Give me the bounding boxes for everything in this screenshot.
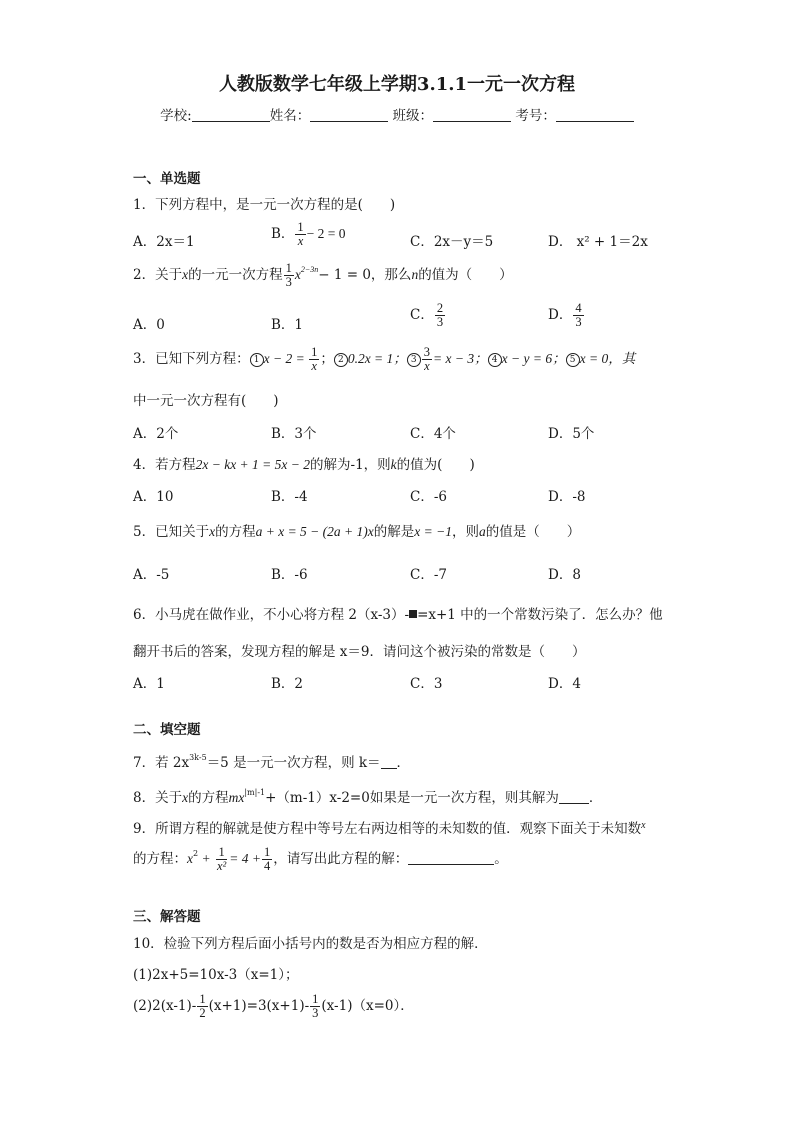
q1-option-b-label: B． <box>271 226 295 243</box>
question-10-part-2 <box>133 993 414 1020</box>
question-4-stem: 4．若方程2x − kx + 1 = 5x − 2的解为-1，则k的值为( ) <box>133 457 475 473</box>
q3-eq-3-tail: = x − 3； <box>433 351 488 367</box>
section-heading-solutions: 三、解答题 <box>133 909 201 925</box>
q4-option-d[interactable]: D．-8 <box>548 489 586 505</box>
q2-post: 的值为（ ） <box>418 267 513 284</box>
question-8-stem: 8．关于x的方程$mx^{|m|-1}+(m-1)x-2=0$如果是一元一次方程，则其解为 ． <box>133 788 603 806</box>
question-6-line-1 <box>133 603 663 623</box>
school-blank[interactable] <box>192 108 270 122</box>
number-blank[interactable] <box>556 108 634 122</box>
q5-equation: a + x = 5 − (2a + 1)x <box>255 524 374 539</box>
number-label: 考号： <box>515 108 556 124</box>
q2-option-c-label: C． <box>410 307 434 324</box>
q8-eq-tail: +（m-1）x-2=0如果是一元一次方程，则其解为 <box>265 790 559 806</box>
q5-mid-2: 的解是 <box>373 524 415 540</box>
school-label: 学校: <box>160 108 192 124</box>
q6-option-a[interactable]: A．1 <box>133 676 165 692</box>
q3-option-b[interactable]: B．3个 <box>271 426 317 442</box>
q3-option-a[interactable]: A．2个 <box>133 426 179 442</box>
q4-option-a[interactable]: A．10 <box>133 489 174 505</box>
q2-option-d-label: D． <box>548 307 573 324</box>
q3-eq-5: x = 0，其 <box>579 351 636 367</box>
q1-option-b[interactable] <box>271 221 346 248</box>
question-6-line-2: 翻开书后的答案，发现方程的解是 x＝9．请问这个被污染的常数是（ ） <box>133 644 586 660</box>
q4-option-c[interactable]: C．-6 <box>410 489 447 505</box>
q4-pre: 4．若方程 <box>133 457 196 473</box>
q8-mid: 的方程 <box>188 790 229 806</box>
q5-option-b[interactable]: B．-6 <box>271 567 308 583</box>
question-2-stem: 2．关于x的一元一次方程 $\frac{1}{3}$ $x^{2-3n}- 1 = 0$，那么n的值为（ ） <box>133 261 513 290</box>
circled-2-icon: 2 <box>334 353 348 367</box>
question-5-stem: 5．已知关于x的方程a + x = 5 − (2a + 1)x的解是x = −1，则a的值是（ ） <box>133 524 581 540</box>
fraction-1-over-x: $\frac{1}{x}$ <box>297 220 304 249</box>
question-10-part-1: (1)2x+5=10x-3（x=1）； <box>133 967 299 983</box>
q4-equation: 2x − kx + 1 = 5x − 2 <box>195 457 311 472</box>
fraction-1-over-4: $\frac{1}{4}$ <box>264 845 271 874</box>
q2-pre: 2．关于 <box>133 267 183 284</box>
fraction-1-over-x: $\frac{1}{x}$ <box>311 345 318 374</box>
q9-line2-pre: 的方程： <box>133 851 187 868</box>
q1-option-d[interactable]: D． x² + 1＝2x <box>548 234 648 250</box>
fraction-2-over-3: $\frac{2}{3}$ <box>436 301 444 330</box>
section-heading-single-choice: 一、单选题 <box>133 171 201 187</box>
fraction-1-over-3: $\frac{1}{3}$ <box>285 261 292 290</box>
q3-option-d[interactable]: D．5个 <box>548 426 595 442</box>
circled-5-icon: 5 <box>566 353 580 367</box>
q2-exponent: 2−3n <box>300 265 319 275</box>
q5-mid: 的方程 <box>215 524 256 540</box>
q1-option-a[interactable]: A．2x＝1 <box>133 234 195 250</box>
question-9-line-1: 9．所谓方程的解就是使方程中等号左右两边相等的未知数的值．观察下面关于未知数$^x$ <box>133 820 646 837</box>
q7-answer-blank[interactable] <box>381 756 397 769</box>
q2-option-a[interactable]: A．0 <box>133 317 165 333</box>
q5-option-a[interactable]: A．-5 <box>133 567 170 583</box>
student-info-row <box>0 104 794 124</box>
question-9-line-2: 的方程：$x^2$ + $\frac{1}{\text{x²}}$ = 4 + $\frac{1}{4}$ ，请写出此方程的解： 。 <box>133 845 508 874</box>
page-title: 人教版数学七年级上学期3.1.1一元一次方程 <box>218 74 576 95</box>
q5-option-d[interactable]: D．8 <box>548 567 581 583</box>
q9-answer-blank[interactable] <box>408 852 494 865</box>
class-label: 班级： <box>392 108 434 124</box>
section-heading-fill-in: 二、填空题 <box>133 722 201 738</box>
q2-eq: − 1 = 0，那么 <box>318 267 412 284</box>
q4-post: 的解为-1，则 <box>310 457 391 473</box>
q6-option-c[interactable]: C．3 <box>410 676 443 692</box>
q9-line2-post: ，请写出此方程的解： <box>273 851 409 868</box>
q8-pre: 8．关于 <box>133 790 183 806</box>
q7-post: ＝5 是一元一次方程，则 k＝ <box>206 755 381 771</box>
q6-line1-post: =x+1 中的一个常数污染了．怎么办？他 <box>417 607 663 623</box>
q2-option-b[interactable]: B．1 <box>271 317 304 333</box>
q7-exponent: 3k-5 <box>189 753 207 762</box>
q6-option-d[interactable]: D．4 <box>548 676 581 692</box>
circled-4-icon: 4 <box>488 353 502 367</box>
q8-exponent: |m|-1 <box>244 788 266 797</box>
q3-pre: 3．已知下列方程： <box>133 351 250 368</box>
smudge-square-icon <box>409 610 417 618</box>
fraction-4-over-3: $\frac{4}{3}$ <box>575 301 582 330</box>
q2-option-c[interactable] <box>410 302 446 329</box>
q6-line1-pre: 6．小马虎在做作业，不小心将方程 2（x-3）- <box>133 607 410 623</box>
q5-post-2: 的值是（ ） <box>485 524 581 540</box>
q1-option-b-tail: − 2 = 0 <box>306 226 346 242</box>
q5-solution: x = −1 <box>414 524 452 539</box>
q4-post-2: 的值为( ) <box>396 457 475 473</box>
q5-pre: 5．已知关于 <box>133 524 210 540</box>
question-10-stem: 10．检验下列方程后面小括号内的数是否为相应方程的解． <box>133 936 488 952</box>
fraction-1-over-3: $\frac{1}{3}$ <box>312 992 319 1021</box>
fraction-3-over-x: $\frac{3}{x}$ <box>423 345 431 374</box>
question-7-stem <box>133 751 410 771</box>
q4-option-b[interactable]: B．-4 <box>271 489 308 505</box>
q3-option-c[interactable]: C．4个 <box>410 426 456 442</box>
q9-end: 。 <box>494 851 508 868</box>
q3-eq-2: 0.2x = 1； <box>347 351 407 367</box>
circled-1-icon: 1 <box>250 353 264 367</box>
q1-option-c[interactable]: C．2x－y＝5 <box>410 234 494 250</box>
name-blank[interactable] <box>310 108 388 122</box>
q9-line2-mid: = 4 + <box>229 851 261 867</box>
q2-mid: 的一元一次方程 <box>188 267 283 284</box>
q8-answer-blank[interactable] <box>559 791 589 804</box>
q9-line1: 9．所谓方程的解就是使方程中等号左右两边相等的未知数的值．观察下面关于未知数 <box>133 821 642 837</box>
question-3-stem: 3．已知下列方程： 1 x − 2 = $\frac{1}{x}$ ； 2 0.2x = 1； 3 $\frac{3}{x}$ = x − 3； 4 x − y = 6； 5 x = 0，其 <box>133 345 636 374</box>
q8-end: ． <box>588 790 603 806</box>
q7-pre: 7．若 2x <box>133 755 190 771</box>
name-label: 姓名： <box>269 108 311 124</box>
q2-option-d[interactable] <box>548 302 585 329</box>
q3-eq-4: x − y = 6； <box>501 351 566 367</box>
question-3-line-2: 中一元一次方程有( ) <box>133 393 279 409</box>
fraction-1-over-x-squared: $\frac{1}{\text{x²}}$ <box>216 845 227 874</box>
circled-3-icon: 3 <box>407 353 421 367</box>
q10-p2-mid: (x+1)=3(x+1)- <box>208 998 310 1015</box>
q10-p2-post: (x-1)（x=0）． <box>321 998 414 1015</box>
class-blank[interactable] <box>433 108 511 122</box>
q5-option-c[interactable]: C．-7 <box>410 567 447 583</box>
q6-option-b[interactable]: B．2 <box>271 676 304 692</box>
question-1-stem: 1．下列方程中，是一元一次方程的是( ) <box>133 197 396 213</box>
fraction-1-over-2: $\frac{1}{2}$ <box>199 992 206 1021</box>
q7-end: ． <box>396 755 411 771</box>
q5-post: ，则 <box>451 524 479 540</box>
q10-p2-pre: (2)2(x-1)- <box>133 998 197 1015</box>
